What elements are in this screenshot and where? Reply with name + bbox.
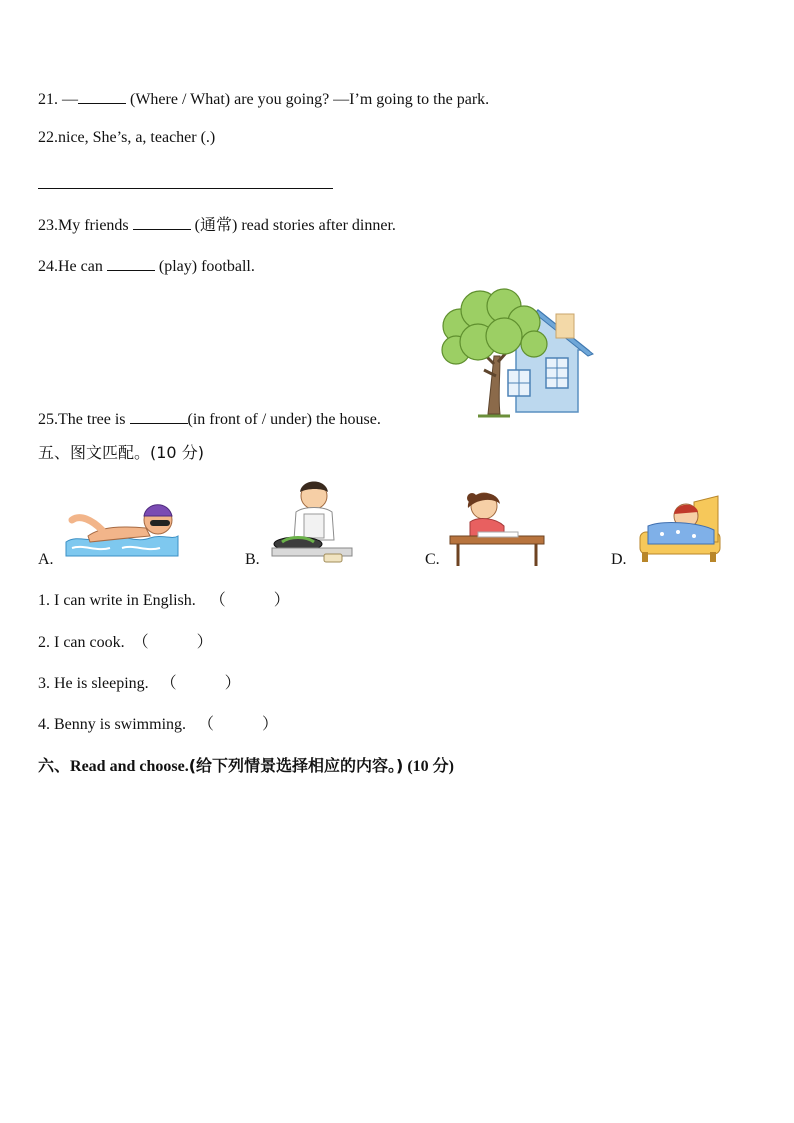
match-item-1-text: 1. I can write in English.	[38, 592, 196, 609]
option-a-label: A.	[38, 551, 54, 568]
answer-blank[interactable]	[107, 254, 155, 271]
match-item-2-text: 2. I can cook.	[38, 634, 125, 651]
answer-line[interactable]	[38, 188, 333, 189]
swimming-boy-picture	[62, 496, 180, 560]
section-6-title-cn: (给下列情景选择相应的内容。)	[188, 756, 404, 775]
answer-paren[interactable]: （ ）	[160, 675, 241, 692]
question-22	[38, 129, 215, 147]
section-6-title-en: Read and choose.	[70, 758, 189, 775]
match-item-4-text: 4. Benny is swimming.	[38, 716, 187, 733]
question-24	[38, 254, 255, 276]
question-25	[38, 407, 381, 429]
question-23-text-pre: 23.My friends	[38, 217, 133, 234]
section-6-prefix: 六、	[38, 756, 71, 775]
answer-blank[interactable]	[130, 407, 188, 424]
section-5-heading: 五、图文匹配。(10 分)	[38, 443, 204, 462]
question-22-text: 22.nice, She’s, a, teacher (.)	[38, 129, 216, 146]
match-item-2	[38, 629, 213, 652]
question-23-text-post: (通常) read stories after dinner.	[190, 217, 396, 234]
match-item-3	[38, 670, 241, 693]
option-b-label: B.	[245, 551, 260, 568]
cooking-boy-picture	[268, 478, 358, 566]
question-25-text-pre: 25.The tree is	[38, 411, 130, 428]
section-6-heading	[38, 753, 454, 776]
match-item-1	[38, 587, 290, 610]
question-21-text: (Where / What) are you going? —I’m going to the park.	[126, 91, 490, 108]
question-24-text-pre: 24.He can	[38, 258, 107, 275]
answer-blank[interactable]	[133, 213, 191, 230]
question-23	[38, 212, 396, 235]
match-item-4	[38, 711, 278, 734]
option-c-label: C.	[425, 551, 440, 568]
option-d-label: D.	[611, 551, 627, 568]
question-24-text-post: (play) football.	[154, 258, 255, 275]
answer-paren[interactable]: （ ）	[209, 592, 290, 609]
question-21	[38, 87, 489, 109]
sleeping-boy-picture	[638, 492, 724, 564]
answer-paren[interactable]: （ ）	[132, 634, 213, 651]
section-6-score: (10 分)	[403, 758, 455, 775]
answer-paren[interactable]: （ ）	[198, 716, 279, 733]
writing-girl-picture	[448, 488, 546, 568]
answer-blank[interactable]	[78, 87, 126, 104]
question-25-text-post: (in front of / under) the house.	[187, 411, 381, 428]
match-item-3-text: 3. He is sleeping.	[38, 675, 149, 692]
tree-house-illustration	[438, 286, 596, 420]
question-21-number: 21. —	[38, 91, 78, 108]
